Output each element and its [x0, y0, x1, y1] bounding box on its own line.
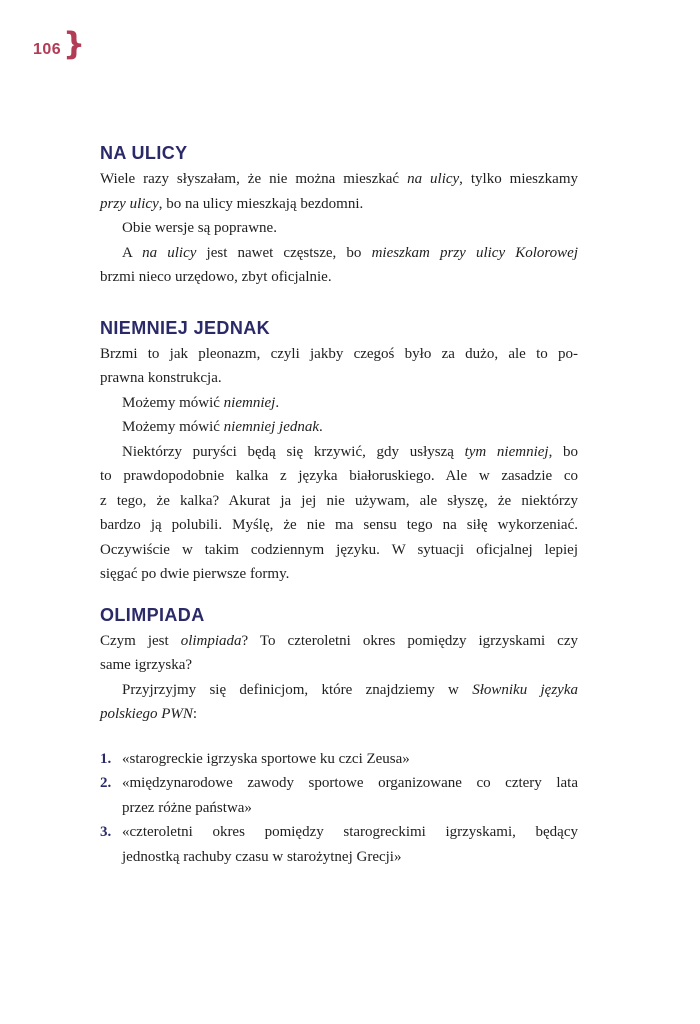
paragraph	[100, 678, 578, 727]
text-run: przez różne państwa»	[122, 799, 252, 816]
text-run: «starogreckie igrzyska sportowe ku czci Zeusa»	[122, 750, 410, 767]
text-run: .	[319, 419, 323, 435]
text-line	[100, 538, 578, 563]
paragraph	[100, 440, 578, 587]
italic-text-run: niemniej	[223, 394, 276, 411]
section-na-ulicy	[100, 143, 578, 290]
text-run: Możemy mówić	[122, 419, 224, 435]
list-item	[100, 771, 578, 820]
text-run: :	[192, 706, 198, 722]
text-run: sięgać po dwie pierwsze formy.	[100, 566, 290, 582]
text-run: ? To czteroletni okres pomiędzy igrzyskami czy	[241, 632, 578, 649]
text-run: A	[122, 244, 143, 261]
text-run: Niektórzy puryści będą się krzywić, gdy usłyszą	[122, 443, 465, 460]
text-run: , bo	[548, 443, 579, 460]
text-line	[100, 562, 578, 587]
italic-text-run: niemniej jednak	[223, 419, 320, 435]
text-line	[100, 702, 578, 727]
text-line	[100, 653, 578, 678]
text-run: same igrzyska?	[100, 657, 193, 673]
paragraph	[100, 241, 578, 290]
text-line	[122, 747, 578, 772]
text-line	[100, 513, 578, 538]
paragraph	[100, 391, 578, 416]
paragraph	[100, 415, 578, 440]
definition-list	[100, 747, 578, 870]
page-number-block	[33, 26, 93, 73]
list-item-number: 2.	[100, 775, 112, 791]
brace-ornament: }	[63, 26, 86, 62]
text-run: brzmi nieco urzędowo, zbyt oficjalnie.	[100, 269, 332, 285]
italic-text-run: przy ulicy	[100, 195, 159, 212]
text-run: .	[275, 394, 280, 411]
list-item-number: 3.	[100, 824, 112, 840]
paragraph	[100, 342, 578, 391]
text-line	[100, 464, 578, 489]
text-run: , bo na ulicy mieszkają bezdomni.	[158, 195, 364, 212]
text-run: jednostką rachuby czasu w starożytnej Grecji»	[122, 848, 402, 865]
text-line	[100, 678, 578, 703]
text-line	[100, 366, 578, 391]
text-line	[122, 771, 578, 796]
section-olimpiada	[100, 605, 578, 870]
section-heading: NA ULICY	[100, 143, 188, 163]
text-line	[100, 391, 578, 416]
text-column	[100, 143, 578, 869]
list-item	[100, 820, 578, 869]
text-run: prawna konstrukcja.	[100, 370, 222, 386]
text-line	[100, 216, 578, 241]
text-line	[122, 796, 578, 821]
text-run: Przyjrzyjmy się definicjom, które znajdziemy w	[122, 681, 473, 698]
italic-text-run: mieszkam przy ulicy Kolorowej	[371, 244, 579, 261]
text-line	[100, 167, 578, 192]
text-line	[100, 415, 578, 440]
text-line	[100, 629, 578, 654]
section-heading: OLIMPIADA	[100, 604, 205, 625]
text-line	[100, 440, 578, 465]
italic-text-run: na ulicy	[407, 171, 460, 187]
list-item-number: 1.	[100, 750, 112, 767]
text-run: z tego, że kalka? Akurat ja jej nie używam, ale słyszę, że niektórzy	[100, 492, 578, 509]
page-number: 106	[33, 41, 62, 58]
text-run: , tylko mieszkamy	[459, 171, 578, 187]
text-run: Czym jest	[100, 632, 181, 649]
text-line	[100, 489, 578, 514]
text-run: Wiele razy słyszałam, że nie można mieszkać	[100, 171, 408, 187]
text-run: Oczywiście w takim codziennym języku. W sytuacji oficjalnej lepiej	[100, 541, 578, 558]
text-line	[100, 265, 578, 290]
text-run: jest nawet częstsze, bo	[196, 244, 372, 261]
text-run: «międzynarodowe zawody sportowe organizowane co cztery lata	[122, 775, 578, 791]
italic-text-run: olimpiada	[180, 632, 242, 649]
section-heading: NIEMNIEJ JEDNAK	[100, 317, 271, 338]
text-line	[122, 820, 578, 845]
text-run: to prawdopodobnie kalka z języka białoruskiego. Ale w zasadzie co	[100, 468, 578, 484]
italic-text-run: polskiego PWN	[100, 706, 193, 722]
section-niemniej-jednak	[100, 318, 578, 587]
paragraph	[100, 216, 578, 241]
text-run: Brzmi to jak pleonazm, czyli jakby czegoś było za dużo, ale to po-	[100, 345, 578, 362]
text-line	[122, 845, 578, 870]
text-line	[100, 192, 578, 217]
italic-text-run: tym niemniej	[464, 443, 549, 460]
text-run: Możemy mówić	[122, 394, 224, 411]
text-run: Obie wersje są poprawne.	[122, 220, 277, 236]
list-item	[100, 747, 578, 772]
italic-text-run: na ulicy	[142, 244, 197, 261]
paragraph	[100, 167, 578, 216]
paragraph	[100, 629, 578, 678]
italic-text-run: Słowniku języka	[472, 681, 578, 698]
text-run: bardzo ją polubili. Myślę, że nie ma sensu tego na siłę wykorzeniać.	[100, 517, 578, 533]
text-line	[100, 241, 578, 266]
text-line	[100, 342, 578, 367]
text-run: «czteroletni okres pomiędzy starogreckimi igrzyskami, będący	[122, 824, 578, 840]
